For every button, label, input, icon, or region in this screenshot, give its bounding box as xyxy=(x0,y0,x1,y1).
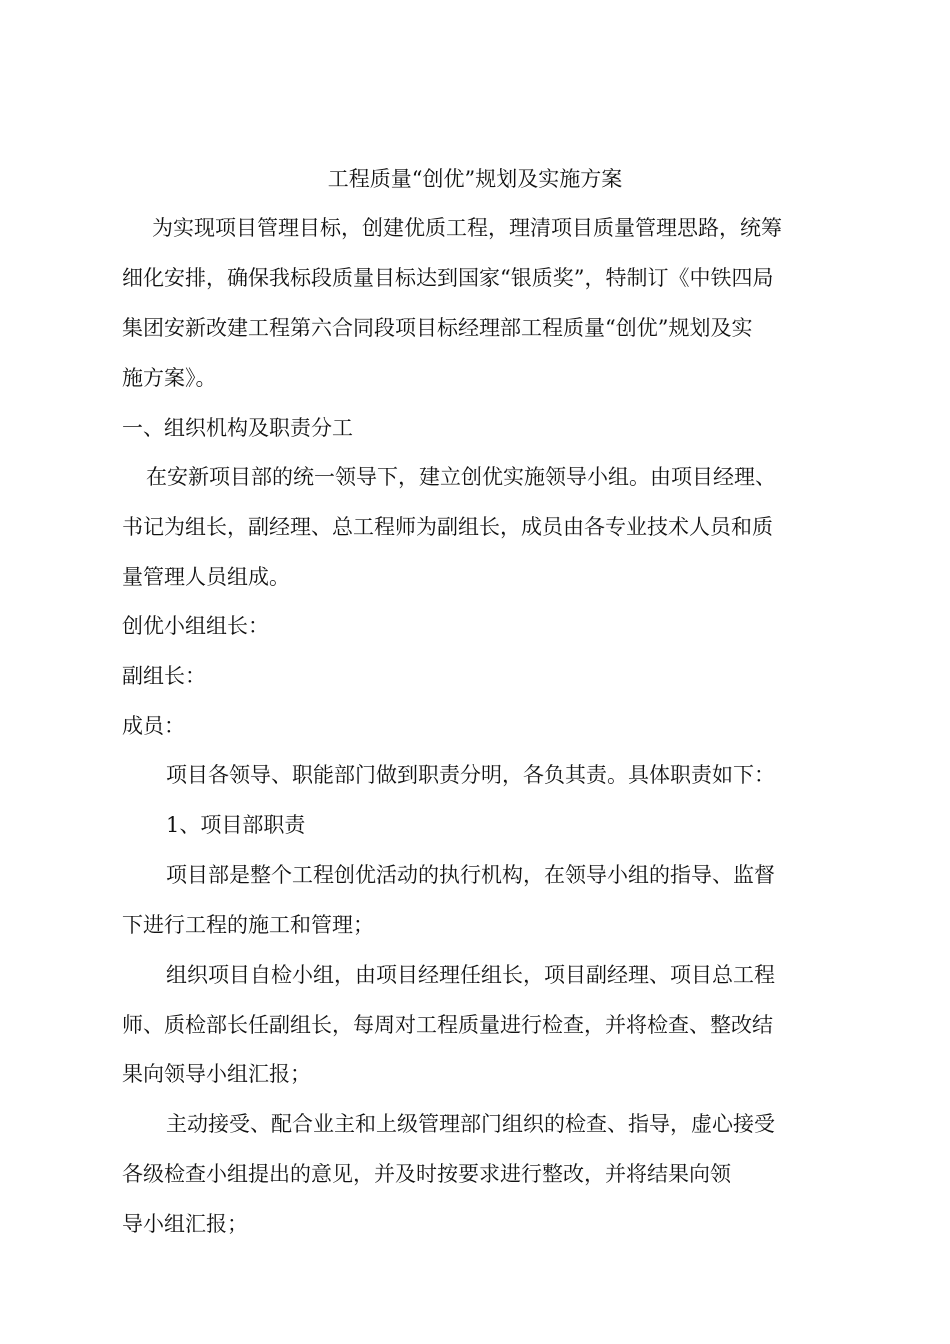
project-dept-para-2-line-1: 组织项目自检小组，由项目经理任组长，项目副经理、项目总工程 xyxy=(166,963,775,987)
project-dept-para-1-line-2: 下进行工程的施工和管理； xyxy=(122,913,374,937)
duties-intro: 项目各领导、职能部门做到职责分明，各负其责。具体职责如下： xyxy=(166,763,775,787)
project-dept-para-3-line-3: 导小组汇报； xyxy=(122,1212,248,1236)
org-para-line-1: 在安新项目部的统一领导下，建立创优实施领导小组。由项目经理、 xyxy=(146,465,776,489)
project-dept-para-2-line-2: 师、质检部长任副组长，每周对工程质量进行检查，并将检查、整改结 xyxy=(122,1013,773,1037)
section-heading: 一、组织机构及职责分工 xyxy=(122,416,353,440)
project-dept-para-3-line-1: 主动接受、配合业主和上级管理部门组织的检查、指导，虚心接受 xyxy=(166,1112,775,1136)
members-label: 成员： xyxy=(122,714,185,738)
org-para-line-2: 书记为组长，副经理、总工程师为副组长，成员由各专业技术人员和质 xyxy=(122,515,773,539)
intro-line-3: 集团安新改建工程第六合同段项目标经理部工程质量“创优”规划及实 xyxy=(122,316,753,340)
intro-line-2: 细化安排，确保我标段质量目标达到国家“银质奖”，特制订《中铁四局 xyxy=(122,266,774,290)
deputy-label: 副组长： xyxy=(122,664,206,688)
project-dept-para-3-line-2: 各级检查小组提出的意见，并及时按要求进行整改，并将结果向领 xyxy=(122,1162,731,1186)
org-para-line-3: 量管理人员组成。 xyxy=(122,565,290,589)
project-dept-para-1-line-1: 项目部是整个工程创优活动的执行机构，在领导小组的指导、监督 xyxy=(166,863,775,887)
leader-label: 创优小组组长： xyxy=(122,614,269,638)
intro-line-1: 为实现项目管理目标，创建优质工程，理清项目质量管理思路，统筹 xyxy=(152,216,782,240)
intro-line-4: 施方案》。 xyxy=(122,366,217,390)
project-dept-para-2-line-3: 果向领导小组汇报； xyxy=(122,1062,311,1086)
subsection-heading: 1、项目部职责 xyxy=(166,813,306,837)
document-title: 工程质量“创优”规划及实施方案 xyxy=(327,167,623,191)
